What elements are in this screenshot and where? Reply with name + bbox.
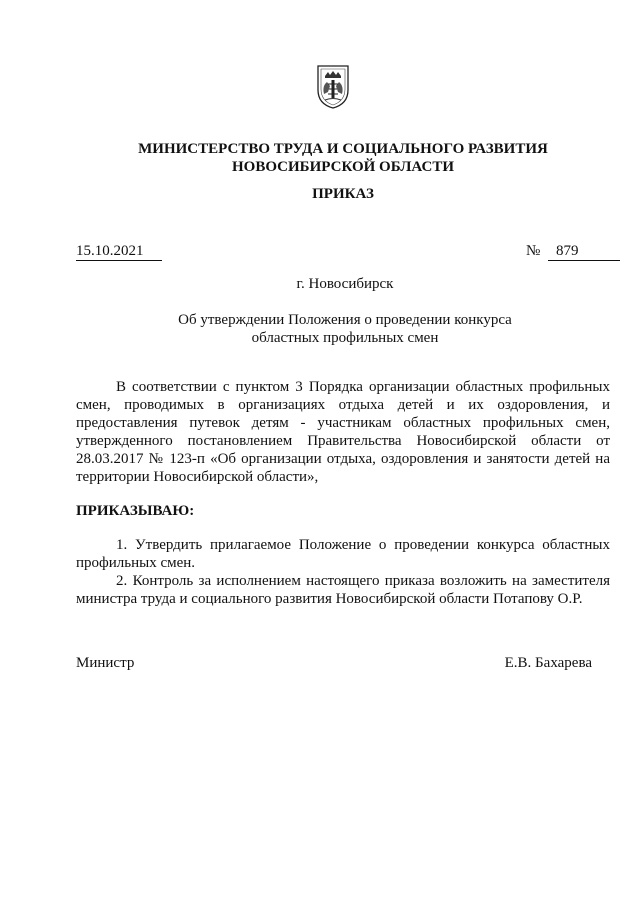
order-directive: ПРИКАЗЫВАЮ: [76,503,195,519]
order-number: 879 [548,243,620,261]
subject-line-2: областных профильных смен [251,330,439,346]
order-date: 15.10.2021 [76,243,162,261]
preamble-paragraph: В соответствии с пунктом 3 Порядка организации областных профильных смен, проводимых в организациях отдыха детей и их оздоровления, и предоставления путевок детям - участникам областных профильных смен, утвержденного постановлением Правительства Новосибирской области от 28.03.2017 № 123-п «Об организации отдыха, оздоровления и занятости детей на территории Новосибирской области», [76,379,610,485]
number-label: № [526,243,541,259]
signatory-title: Министр [76,655,135,671]
order-items [76,536,610,608]
order-item: 2. Контроль за исполнением настоящего приказа возложить на заместителя министра труда и социального развития Новосибирской области Потапову О.Р. [76,573,610,607]
ministry-name [0,140,640,176]
signatory-name: Е.В. Бахарева [504,655,592,671]
subject-line-1: Об утверждении Положения о проведении конкурса [178,312,512,328]
city: г. Новосибирск [296,276,394,292]
ministry-line-1: МИНИСТЕРСТВО ТРУДА И СОЦИАЛЬНОГО РАЗВИТИЯ [138,141,548,157]
order-item: 1. Утвердить прилагаемое Положение о проведении конкурса областных профильных смен. [76,537,610,571]
ministry-line-2: НОВОСИБИРСКОЙ ОБЛАСТИ [231,159,455,175]
document-type: ПРИКАЗ [312,186,374,202]
order-subject [0,311,640,347]
coat-of-arms-icon [316,64,350,110]
